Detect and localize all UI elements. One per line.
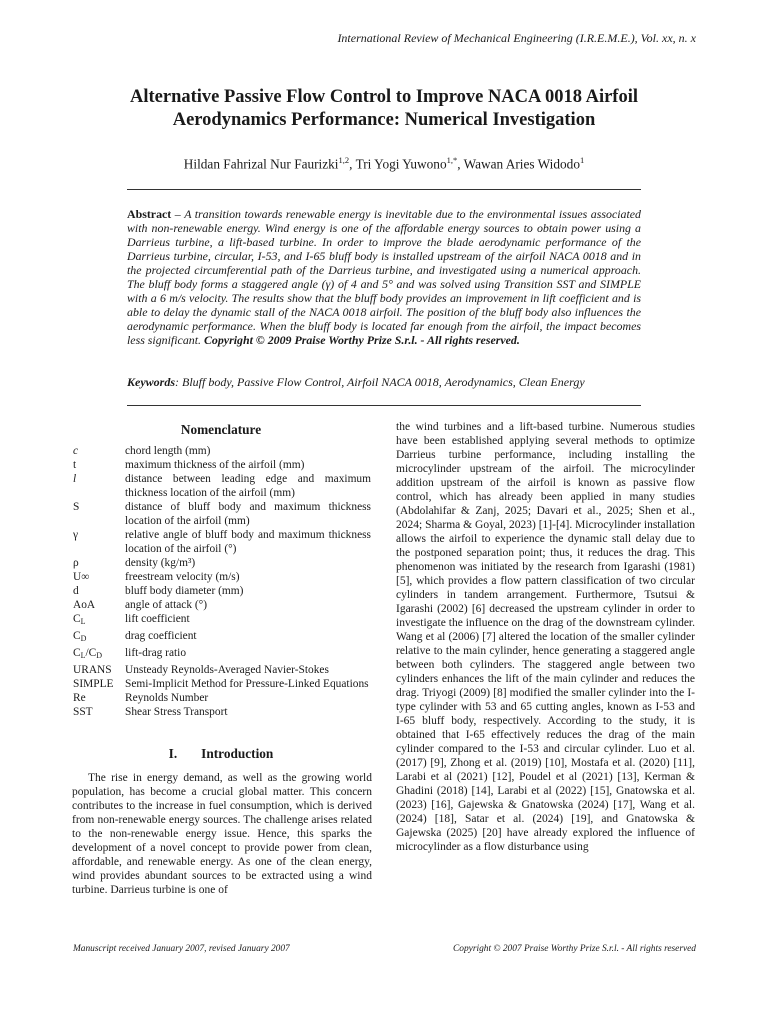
abstract-dash: – [171,207,185,221]
nomenclature-item [73,663,371,677]
nomenclature-symbol: S [73,501,80,513]
intro-paragraph-right: the wind turbines and a lift-based turbine. Numerous studies have been established applying several methods to optimize Darrieus turbine performance, including installing the microcylinder upstream of the airfoil. The microcylinder addition upstream of the airfoil is known as passive flow control, which has already been applied in many studies (Abdolahifar & Zanj, 2025; Davari et al., 2025; Shen et al., 2024; Sharma & Goyal, 2023) [1]-[4]. Microcylinder installation allows the airfoil to experience the dynamic stall delay due to the postponed separation point; thus, it reduces the drag. This phenomenon was initiated by the research from Igarashi (1981) [5], which provides a flow pattern classification of two circular cylinders in tandem arrangement. Furthermore, Tsutsui & Igarashi (2002) [6] decreased the upstream cylinder in order to investigate the influence on the drag of the downstream cylinder. Wang et al (2006) [7] altered the location of the smaller cylinder relative to the main cylinder, hence generating a staggered angle between both cylinders. The staggered angle between two cylinders enhances the lift of the main cylinder and reduces the drag. Triyogi (2009) [8] modified the smaller cylinder into the I-type cylinder with 53 and 65 cutting angles, known as I-53 and I-65 bluff body, respectively. According to the study, it is obtained that I-65 effectively reduces the drag of the main cylinder compared to the I-53 and circular cylinder. Luo et al. (2017) [9], Zhong et al. (2019) [10], Mostafa et al. (2020) [11], Larabi et al (2021) [12], Poudel et al (2021) [13], Kerman & Ghadini (2018) [14], Larabi et al (2022) [15], Gnatowska et al. (2023) [16], Gajewska & Gnatowska (2024) [17], Wang et al. (2024) [18], Satar et al. (2024) [19], and Gnatowska & Gajewska (2025) [20] have already explored the influence of microcylinder as a flow disturbance using [396,421,695,853]
nomenclature-item [73,598,371,612]
nomenclature-symbol: l [73,473,77,485]
footer-manuscript-info: Manuscript received January 2007, revised January 2007 [73,944,290,954]
nomenclature-definition: Reynolds Number [125,692,209,704]
abstract [127,207,641,347]
symbol-subscript: D [80,634,87,643]
intro-paragraph-left: The rise in energy demand, as well as the growing world population, has become a crucial global matter. This concern contributes to the increase in fuel consumption, which is derived from non-renewable energy sources. The challenge arises related to the non-renewable energy issue. Hence, this sparks the development of a novel concept to provide power from clean, affordable, and renewable energy. As one of the clean energy, wind provides abundant sources to be extracted using a wind turbine. Darrieus turbine is one of [72,772,372,896]
nomenclature-definition: freestream velocity (m/s) [125,571,240,583]
nomenclature-item [73,629,371,646]
abstract-copyright: Copyright © 2009 Praise Worthy Prize S.r.l. - All rights reserved. [203,333,520,347]
abstract-text: A transition towards renewable energy is inevitable due to the environmental issues associated with non-renewable energy. Wind energy is one of the affordable energy sources to obtain power using a Darrieus turbine, a lift-based turbine. In order to improve the blade aerodynamic performance of the Darrieus turbine, circular, I-53, and I-65 bluff body is installed upstream of the airfoil NACA 0018 and in the projected circumferential path of the Darrieus turbine, and investigated using a numerical approach. The bluff body forms a staggered angle (γ) of 4 and 5° and was solved using Transition SST and SIMPLE with a 6 m/s velocity. The results show that the bluff body provides an improvement in lift coefficient and is able to delay the dynamic stall of the NACA 0018 airfoil. The position of the bluff body also influences the aerodynamic performance. When the bluff body is located far enough from the airfoil, the impact becomes less significant. [127,207,641,347]
keywords-text: : Bluff body, Passive Flow Control, Airfoil NACA 0018, Aerodynamics, Clean Energy [175,375,585,389]
author-name: Wawan Aries Widodo [463,156,580,172]
nomenclature-item [73,677,371,691]
nomenclature-item [73,444,371,458]
nomenclature-definition: chord length (mm) [125,445,211,457]
nomenclature-heading: Nomenclature [180,422,262,437]
keywords-label: Keywords [127,375,175,389]
author-name: Tri Yogi Yuwono [355,156,447,172]
author-affiliation: 1,* [446,155,458,165]
nomenclature-symbol: Re [73,692,86,704]
nomenclature-item [73,646,371,663]
section-title: Introduction [201,746,274,761]
footer-copyright: Copyright © 2007 Praise Worthy Prize S.r.l. - All rights reserved [453,944,696,954]
abstract-label: Abstract [127,207,172,221]
nomenclature-item [73,570,371,584]
nomenclature-definition: Shear Stress Transport [125,706,228,718]
nomenclature-definition: bluff body diameter (mm) [125,585,244,597]
journal-header: International Review of Mechanical Engineering (I.R.E.M.E.), Vol. xx, n. x [337,31,696,45]
nomenclature-definition: distance between leading edge and maximum thickness location of the airfoil (mm) [125,473,371,499]
nomenclature-symbol [73,612,125,629]
nomenclature-item [73,472,371,500]
nomenclature-symbol: t [73,459,77,471]
nomenclature-symbol [73,646,125,663]
nomenclature-item [73,705,371,719]
nomenclature-definition: Semi-Implicit Method for Pressure-Linked Equations [125,678,369,690]
nomenclature-definition: maximum thickness of the airfoil (mm) [125,459,305,471]
nomenclature-symbol: c [73,445,79,457]
author-affiliation: 1 [579,155,585,165]
symbol-subscript: L [80,651,86,660]
nomenclature-definition: Unsteady Reynolds-Averaged Navier-Stokes [125,664,329,676]
nomenclature-symbol: d [73,585,79,597]
nomenclature-symbol: SIMPLE [73,678,114,690]
keywords [127,375,641,390]
nomenclature-symbol: URANS [73,664,112,676]
author-affiliation: 1,2 [338,155,350,165]
nomenclature-item [73,556,371,570]
nomenclature-item [73,612,371,629]
title-line-1: Alternative Passive Flow Control to Improve NACA 0018 Airfoil [129,87,638,107]
nomenclature-symbol: U∞ [73,571,90,583]
symbol-base: C [73,613,81,625]
nomenclature-definition: lift-drag ratio [125,647,187,659]
section-heading-introduction [72,746,370,762]
nomenclature-item [73,691,371,705]
nomenclature-symbol: SST [73,706,93,718]
symbol-base: C [73,630,81,642]
author-list: Hildan Fahrizal Nur Faurizki$^{1,2}$, Tri Yogi Yuwono$^{1,*}$, Wawan Aries Widodo$^1$ [183,155,585,172]
nomenclature-symbol: γ [73,529,79,541]
nomenclature-definition: density (kg/m³) [125,557,196,569]
symbol-base-2: /C [85,647,97,659]
nomenclature-definition: lift coefficient [125,613,190,625]
author-name: Hildan Fahrizal Nur Faurizki [183,156,339,172]
nomenclature-definition: distance of bluff body and maximum thickness location of the airfoil (mm) [125,501,371,527]
divider-top [127,189,641,190]
nomenclature-list [73,444,371,719]
divider-bottom [127,405,641,406]
nomenclature-definition: drag coefficient [125,630,197,642]
symbol-base: C [73,647,81,659]
nomenclature-item [73,528,371,556]
nomenclature-symbol: ρ [73,557,79,569]
nomenclature-symbol: AoA [73,599,96,611]
section-number: I. [168,746,178,761]
symbol-subscript-2: D [96,651,103,660]
symbol-subscript: L [80,617,86,626]
nomenclature-symbol [73,629,125,646]
paper-title [60,86,708,132]
nomenclature-item [73,458,371,472]
nomenclature-item [73,500,371,528]
nomenclature-definition: relative angle of bluff body and maximum thickness location of the airfoil (°) [125,529,371,555]
nomenclature-definition: angle of attack (°) [125,599,208,611]
title-line-2: Aerodynamics Performance: Numerical Investigation [172,110,596,130]
nomenclature-item [73,584,371,598]
